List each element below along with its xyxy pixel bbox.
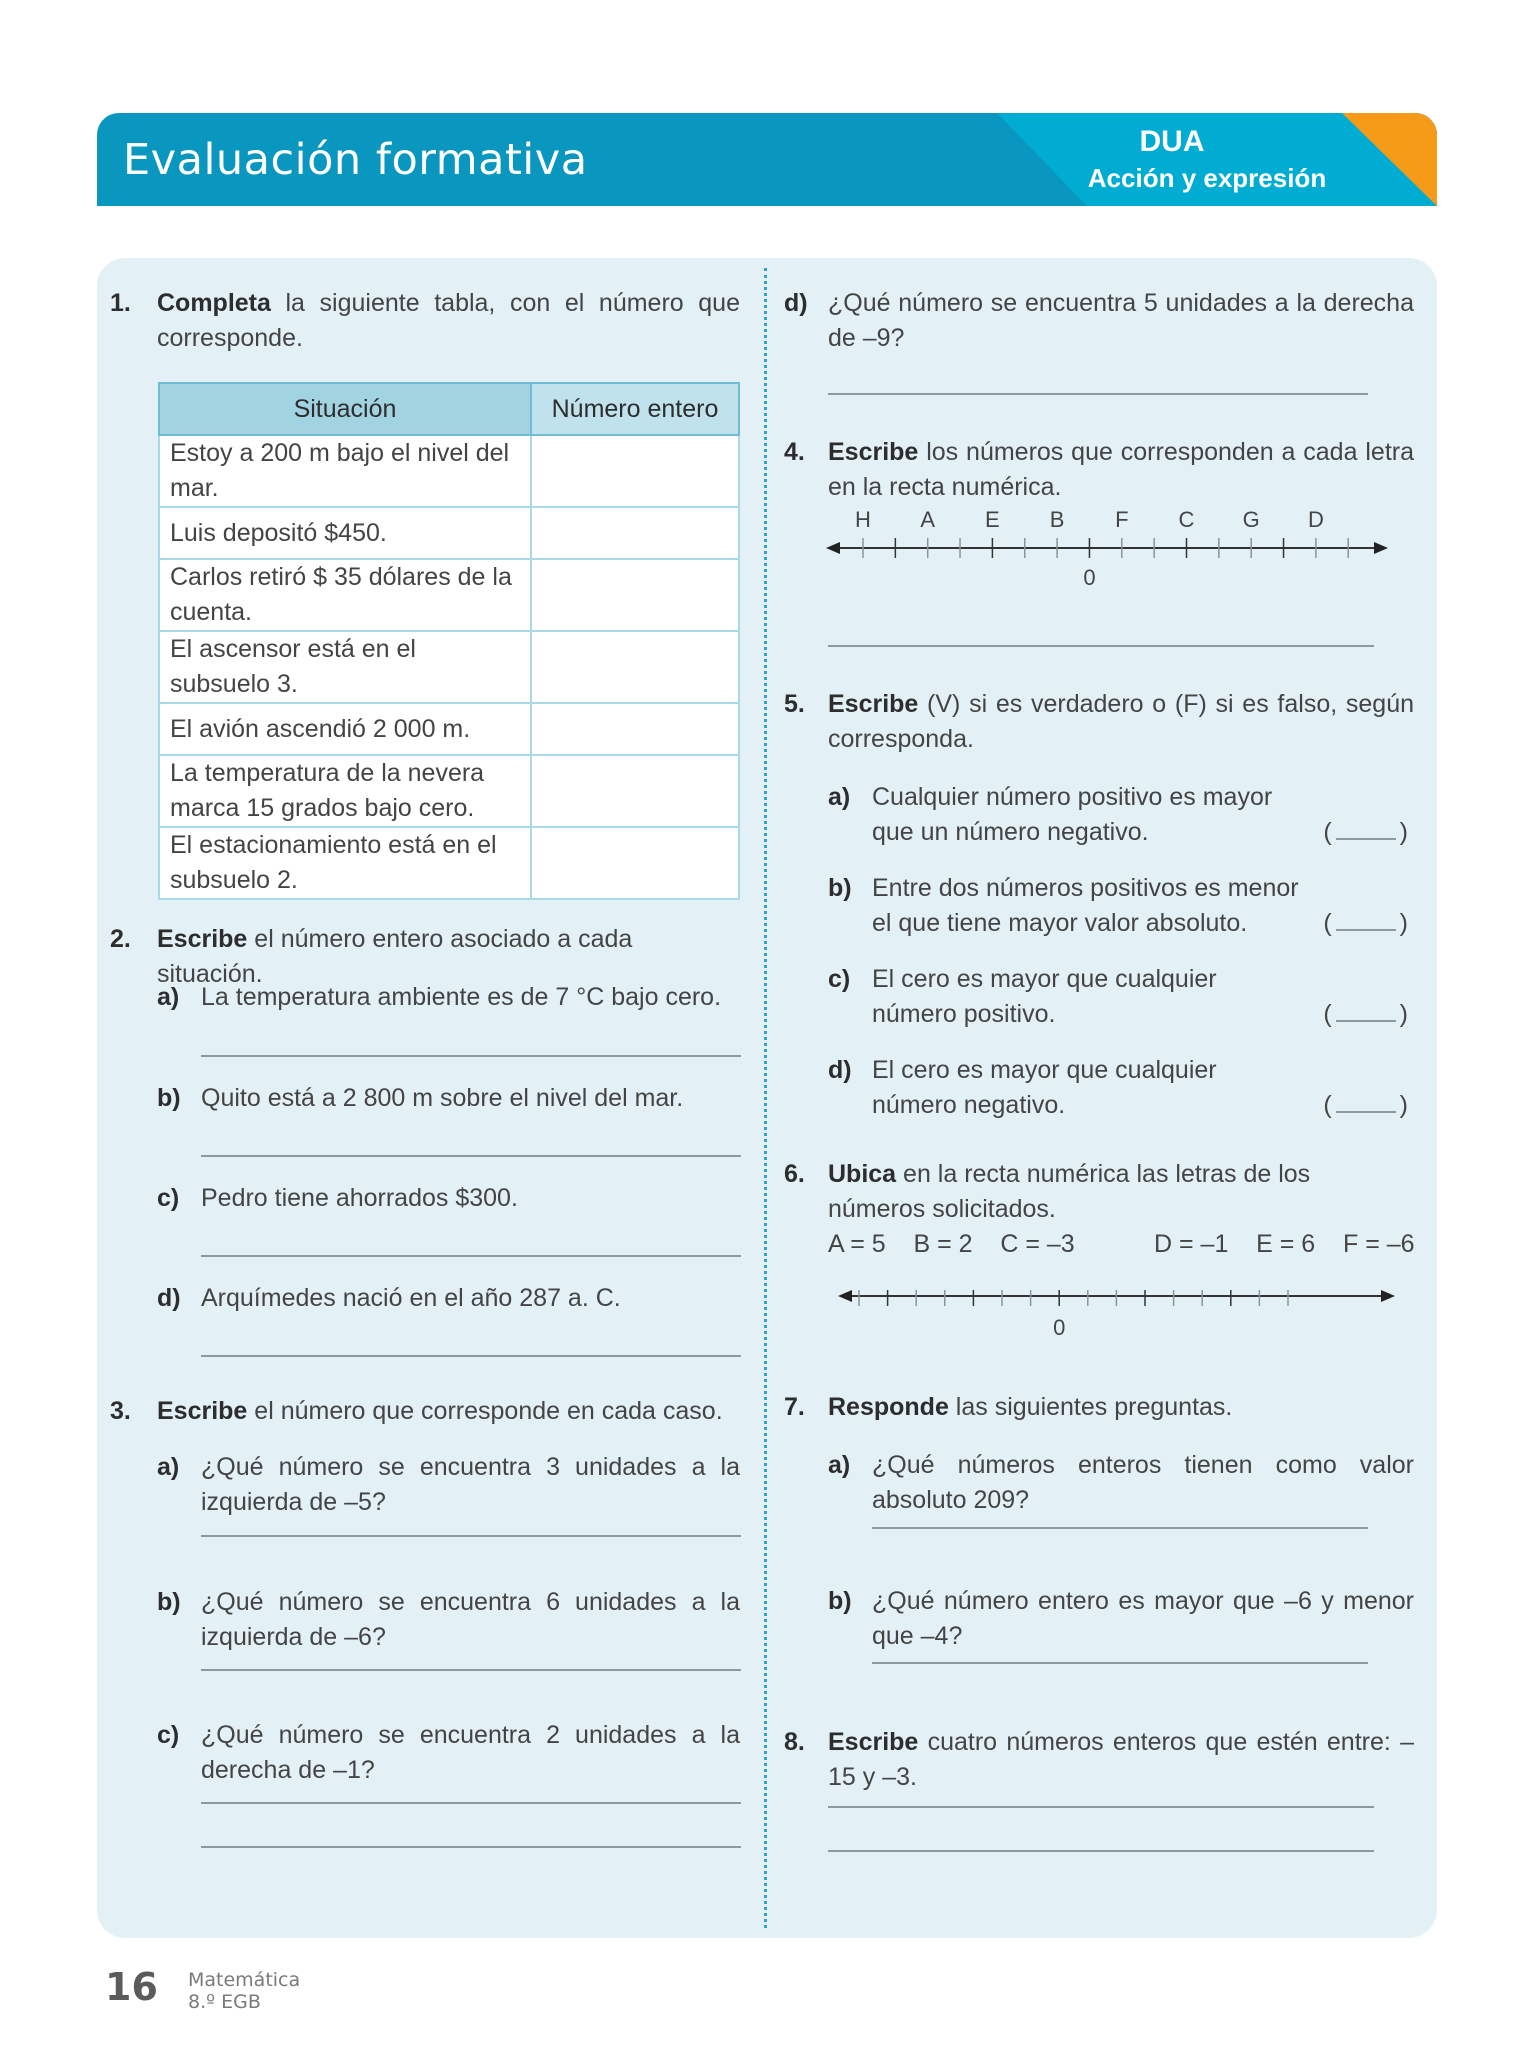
subquestion-label: a): [828, 1451, 851, 1479]
vf-statement-line: Cualquier número positivo es mayor: [872, 783, 1273, 811]
table-row: [159, 631, 739, 703]
vf-answer-slot[interactable]: [1323, 997, 1408, 1032]
subquestion-text: ¿Qué número se encuentra 6 unidades a la izquierda de –6?: [201, 1588, 740, 1651]
point-letter-G: G: [1242, 507, 1260, 532]
arrow-left-icon: [826, 542, 840, 554]
answer-cell[interactable]: [531, 755, 739, 827]
answer-line-3c-2[interactable]: [201, 1846, 741, 1848]
question-rest: cuatro números enteros que estén entre: –15 y –3.: [828, 1728, 1414, 1791]
question-rest: las siguientes preguntas.: [948, 1393, 1233, 1421]
question-number: 5.: [784, 690, 805, 718]
subquestion-text: ¿Qué número se encuentra 5 unidades a la derecha de –9?: [828, 289, 1414, 352]
question-number: 4.: [784, 438, 805, 466]
answer-cell[interactable]: [531, 827, 739, 899]
dua-badge-subtitle: Acción y expresión: [1087, 163, 1327, 193]
answer-line-7b[interactable]: [872, 1662, 1368, 1664]
vf-answer-slot[interactable]: [1323, 1088, 1408, 1123]
paren-open: (: [1323, 909, 1332, 937]
number-line-q4: [820, 505, 1420, 605]
subquestion-text: Pedro tiene ahorrados $300.: [201, 1184, 518, 1212]
subquestion-label: b): [828, 874, 852, 902]
question-text: [157, 1394, 740, 1429]
vf-statement-line: El cero es mayor que cualquier: [872, 1056, 1217, 1084]
subquestion-3b: [110, 1585, 740, 1655]
answer-line-8-2[interactable]: [828, 1850, 1374, 1852]
vf-statement-line: número negativo.: [872, 1091, 1066, 1119]
answer-cell[interactable]: [531, 507, 739, 559]
grade-level: 8.º EGB: [188, 1991, 261, 2013]
table-header-situation: Situación: [159, 383, 531, 435]
subquestion-2a: [110, 980, 740, 1015]
question-verb: Completa: [157, 289, 271, 317]
arrow-left-icon: [838, 1290, 852, 1302]
answer-line-3c-1[interactable]: [201, 1802, 741, 1804]
subquestion-label: c): [157, 1184, 180, 1212]
answer-line-2b[interactable]: [201, 1155, 741, 1157]
situation-cell: El avión ascendió 2 000 m.: [159, 703, 531, 755]
subquestion-text: Quito está a 2 800 m sobre el nivel del mar.: [201, 1084, 684, 1112]
table-row: [159, 435, 739, 507]
subquestion-3c: [110, 1718, 740, 1788]
answer-cell[interactable]: [531, 435, 739, 507]
subquestion-2d: [110, 1281, 740, 1316]
situation-cell: Carlos retiró $ 35 dólares de la cuenta.: [159, 559, 531, 631]
footer-subject: [188, 1969, 300, 2013]
subquestion-label: a): [157, 1453, 180, 1481]
number-line-q6[interactable]: [830, 1290, 1430, 1370]
values-right: D = –1 E = 6 F = –6: [1154, 1230, 1415, 1258]
vf-blank[interactable]: [1336, 1000, 1396, 1022]
vf-statement-line: Entre dos números positivos es menor: [872, 874, 1299, 902]
subquestion-text: ¿Qué número se encuentra 2 unidades a la derecha de –1?: [201, 1721, 740, 1784]
point-letter-B: B: [1049, 507, 1065, 532]
paren-open: (: [1323, 818, 1332, 846]
subquestion-label: a): [828, 783, 851, 811]
subject-name: Matemática: [188, 1969, 301, 1991]
answer-cell[interactable]: [531, 631, 739, 703]
page-number: 16: [105, 1965, 158, 2009]
question-4: [784, 435, 1414, 505]
paren-close: ): [1399, 1000, 1408, 1028]
answer-line-2c[interactable]: [201, 1255, 741, 1257]
question-rest: en la recta numérica las letras de los números solicitados.: [828, 1160, 1311, 1223]
values-left: A = 5 B = 2 C = –3: [828, 1230, 1075, 1258]
subquestion-7b: [781, 1584, 1414, 1654]
point-letter-A: A: [920, 507, 936, 532]
arrow-right-icon: [1381, 1290, 1395, 1302]
table-header-integer: Número entero: [531, 383, 739, 435]
subquestion-3d: [737, 286, 1414, 356]
question-number: 8.: [784, 1728, 805, 1756]
subquestion-label: b): [157, 1588, 181, 1616]
situation-cell: El ascensor está en el subsuelo 3.: [159, 631, 531, 703]
vf-statement-line: El cero es mayor que cualquier: [872, 965, 1217, 993]
question-rest: los números que corresponden a cada letra en la recta numérica.: [828, 438, 1414, 501]
situations-table: [158, 382, 740, 900]
paren-open: (: [1323, 1091, 1332, 1119]
question-1: [110, 286, 740, 894]
question-number: 3.: [110, 1397, 131, 1425]
answer-line-2d[interactable]: [201, 1355, 741, 1357]
vf-item-c: [781, 962, 1414, 1032]
subquestion-text: La temperatura ambiente es de 7 °C bajo cero.: [201, 983, 722, 1011]
question-number: 7.: [784, 1393, 805, 1421]
table-row: [159, 755, 739, 827]
question-text: [828, 435, 1414, 505]
answer-line-4[interactable]: [828, 645, 1374, 647]
situation-cell: El estacionamiento está en el subsuelo 2.: [159, 827, 531, 899]
vf-statement-line: que un número negativo.: [872, 818, 1149, 846]
question-text: [828, 687, 1414, 757]
point-letter-D: D: [1307, 507, 1324, 532]
answer-cell[interactable]: [531, 703, 739, 755]
question-5: [784, 687, 1414, 757]
subquestion-text: Arquímedes nació en el año 287 a. C.: [201, 1284, 621, 1312]
subquestion-label: d): [784, 289, 808, 317]
subquestion-text: ¿Qué número entero es mayor que –6 y menor que –4?: [872, 1587, 1414, 1650]
answer-line-3b[interactable]: [201, 1669, 741, 1671]
arrow-right-icon: [1374, 542, 1388, 554]
question-verb: Escribe: [828, 1728, 919, 1756]
point-letter-H: H: [855, 507, 871, 532]
table-row: [159, 703, 739, 755]
vf-item-d: [781, 1053, 1414, 1123]
question-rest: el número que corresponde en cada caso.: [247, 1397, 723, 1425]
question-text: [828, 1725, 1414, 1795]
question-verb: Escribe: [828, 690, 919, 718]
question-7: [784, 1390, 1414, 1425]
answer-line-3a[interactable]: [201, 1535, 741, 1537]
point-letter-C: C: [1178, 507, 1195, 532]
page-title: Evaluación formativa: [123, 135, 588, 185]
question-rest: (V) si es verdadero o (F) si es falso, según corresponda.: [828, 690, 1414, 753]
left-column: [110, 0, 740, 1940]
subquestion-text: ¿Qué número se encuentra 3 unidades a la izquierda de –5?: [201, 1453, 740, 1516]
question-number: 2.: [110, 925, 131, 953]
question-number: 6.: [784, 1160, 805, 1188]
zero-label: 0: [1083, 565, 1096, 590]
subquestion-2c: [110, 1181, 740, 1216]
dua-badge-title: DUA: [1139, 125, 1205, 158]
vf-blank[interactable]: [1336, 909, 1396, 931]
subquestion-label: d): [157, 1284, 181, 1312]
question-text: [828, 1157, 1414, 1227]
zero-label: 0: [1053, 1315, 1066, 1340]
answer-line-7a[interactable]: [872, 1527, 1368, 1529]
situation-cell: La temperatura de la nevera marca 15 grados bajo cero.: [159, 755, 531, 827]
subquestion-7a: [781, 1448, 1414, 1518]
paren-close: ): [1399, 1091, 1408, 1119]
question-8: [784, 1725, 1414, 1795]
paren-close: ): [1399, 818, 1408, 846]
answer-cell[interactable]: [531, 559, 739, 631]
table-row: [159, 559, 739, 631]
subquestion-label: b): [157, 1084, 181, 1112]
subquestion-label: c): [157, 1721, 180, 1749]
question-text: [828, 1390, 1414, 1425]
subquestion-text: ¿Qué números enteros tienen como valor absoluto 209?: [872, 1451, 1414, 1514]
question-3: [110, 1394, 740, 1429]
subquestion-2b: [110, 1081, 740, 1116]
point-letter-E: E: [985, 507, 1000, 532]
question-verb: Escribe: [828, 438, 919, 466]
paren-open: (: [1323, 1000, 1332, 1028]
vf-blank[interactable]: [1336, 1091, 1396, 1113]
vf-statement-line: el que tiene mayor valor absoluto.: [872, 909, 1248, 937]
subquestion-3a: [110, 1450, 740, 1520]
situation-cell: Estoy a 200 m bajo el nivel del mar.: [159, 435, 531, 507]
column-divider: [764, 268, 767, 1928]
table-row: [159, 827, 739, 899]
subquestion-label: d): [828, 1056, 852, 1084]
subquestion-label: a): [157, 983, 180, 1011]
question-verb: Responde: [828, 1393, 949, 1421]
question-text: [157, 286, 740, 356]
situation-cell: Luis depositó $450.: [159, 507, 531, 559]
answer-line-3d[interactable]: [828, 393, 1368, 395]
point-letter-F: F: [1115, 507, 1129, 532]
vf-answer-slot[interactable]: [1323, 815, 1408, 850]
answer-line-2a[interactable]: [201, 1055, 741, 1057]
question-number: 1.: [110, 289, 131, 317]
vf-blank[interactable]: [1336, 818, 1396, 840]
table-row: [159, 507, 739, 559]
vf-item-a: [781, 780, 1414, 850]
answer-line-8-1[interactable]: [828, 1806, 1374, 1808]
question-verb: Ubica: [828, 1160, 897, 1188]
paren-close: ): [1399, 909, 1408, 937]
subquestion-label: b): [828, 1587, 852, 1615]
question-verb: Escribe: [157, 925, 248, 953]
question-rest: la siguiente tabla, con el número que corresponde.: [157, 289, 740, 352]
question-verb: Escribe: [157, 1397, 248, 1425]
vf-statement-line: número positivo.: [872, 1000, 1056, 1028]
right-column: [784, 0, 1414, 1940]
question-rest: el número entero asociado a cada situación.: [157, 925, 633, 988]
subquestion-label: c): [828, 965, 851, 993]
question-6: [784, 1157, 1415, 1258]
vf-answer-slot[interactable]: [1323, 906, 1408, 941]
vf-item-b: [781, 871, 1414, 941]
